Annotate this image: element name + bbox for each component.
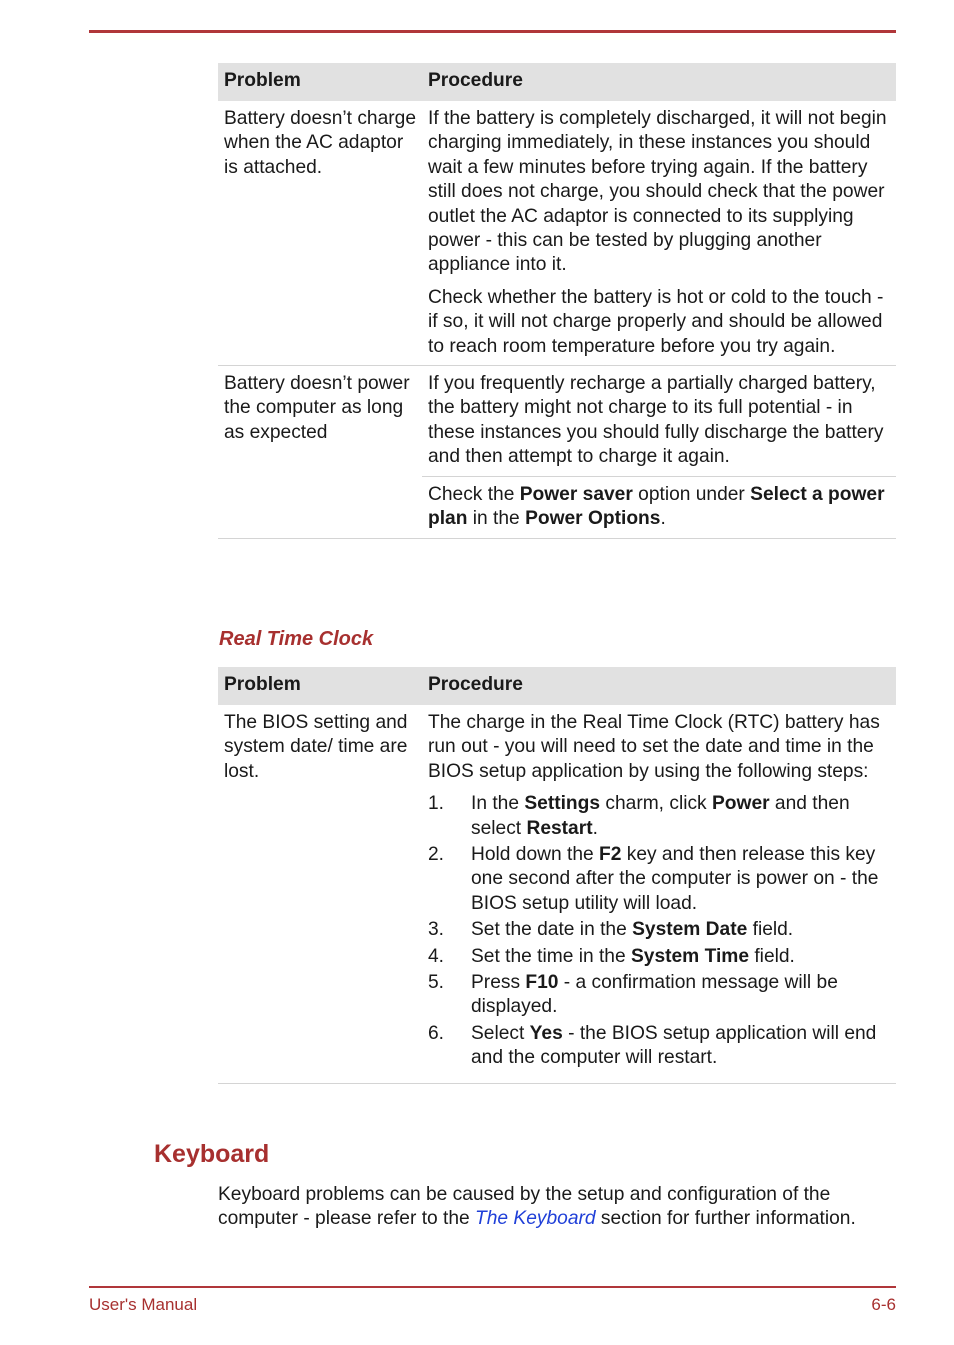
header-rule [89,30,896,33]
list-item: 6. Select Yes - the BIOS setup application will end and the computer will restart. [428,1022,877,1069]
table-row [218,101,896,366]
list-item: 1. In the Settings charm, click Power and then select Restart. [428,793,850,839]
procedure-paragraph-rich: Check the Power saver option under Select a power plan in the Power Options. [428,483,885,530]
procedure-intro: The charge in the Real Time Clock (RTC) battery has run out - you will need to set the date and time in the BIOS setup application by using the following steps: [428,712,880,782]
procedure-cell [422,366,896,477]
procedure-cell [422,476,896,538]
problem-cell: Battery doesn’t charge when the AC adaptor is attached. [218,101,422,366]
table-row [218,705,896,1083]
table-row [218,366,896,477]
list-item: 4. Set the time in the System Time field. [428,945,795,967]
list-item: 3. Set the date in the System Date field. [428,919,794,941]
problem-cell: Battery doesn’t power the computer as long as expected [218,366,422,538]
procedure-cell [422,705,896,1083]
procedure-paragraph: Check whether the battery is hot or cold to the touch - if so, it will not charge properly and should be allowed to reach room temperature before you try again. [428,286,884,357]
rtc-troubleshooting-table [218,667,896,1084]
column-header-problem: Problem [218,667,422,705]
section-title-keyboard: Keyboard [154,1140,270,1168]
keyboard-section-link[interactable]: The Keyboard [475,1208,596,1230]
procedure-paragraph: If the battery is completely discharged, it will not begin charging immediately, in these instances you should wait a few minutes before trying again. If the battery still does not charge, you should check that the power outlet the AC adaptor is connected to its supplying power - this can be tested by plugging another appliance into it. [428,108,887,276]
footer-page-number: 6-6 [871,1295,896,1314]
column-header-procedure: Procedure [422,63,896,101]
keyboard-paragraph: Keyboard problems can be caused by the setup and configuration of the computer - please refer to the The Keyboard section for further information. [218,1184,856,1230]
procedure-cell [422,101,896,366]
list-item: 5. Press F10 - a confirmation message will be displayed. [428,972,838,1018]
section-title-real-time-clock: Real Time Clock [219,628,374,650]
procedure-paragraph: If you frequently recharge a partially charged battery, the battery might not charge to its full potential - in these instances you should fully discharge the battery and then attempt to charge it again. [428,373,884,468]
problem-cell: The BIOS setting and system date/ time are lost. [218,705,422,1083]
procedure-steps-list [428,792,890,1070]
footer-rule [89,1286,896,1288]
table-header-row [218,667,896,705]
battery-troubleshooting-table [218,63,896,539]
footer-manual-title: User's Manual [89,1295,198,1314]
list-item: 2. Hold down the F2 key and then release this key one second after the computer is power on - the BIOS setup utility will load. [428,844,879,914]
column-header-procedure: Procedure [422,667,896,705]
column-header-problem: Problem [218,63,422,101]
table-header-row [218,63,896,101]
